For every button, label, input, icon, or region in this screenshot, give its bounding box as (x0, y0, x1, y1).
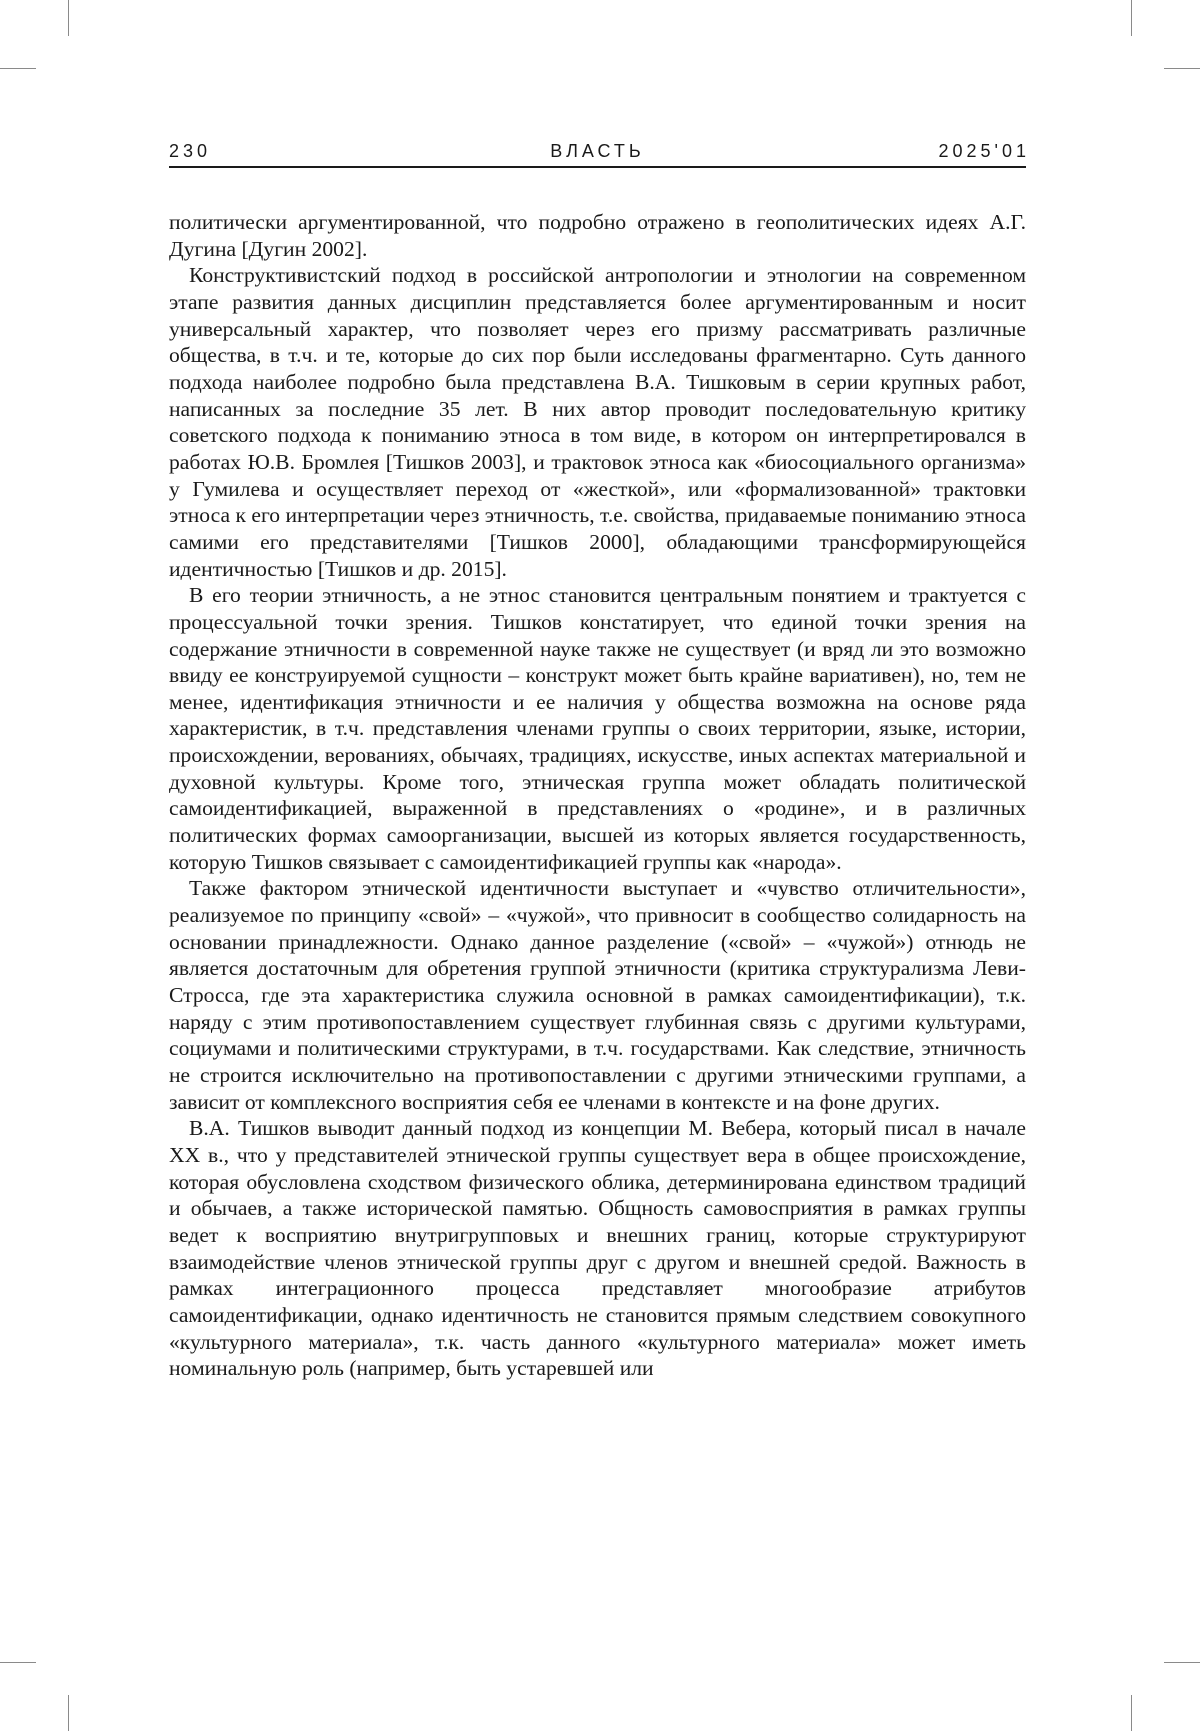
crop-mark-bottom-left-h (0, 1662, 36, 1663)
crop-mark-top-left-h (0, 68, 36, 69)
paragraph: В его теории этничность, а не этнос становится центральным понятием и трактуется с процессуальной точки зрения. Тишков констатирует, что единой точки зрения на содержание этничности в современной науке также не существует (и вряд ли это возможно ввиду ее конструируемой сущности – конструкт может быть крайне вариативен), но, тем не менее, идентификация этничности и ее наличия у общества возможна на основе ряда характеристик, в т.ч. представления членами группы о своих территории, языке, истории, происхождении, верованиях, обычаях, традициях, искусстве, иных аспектах материальной и духовной культуры. Кроме того, этническая группа может обладать политической самоидентификацией, выраженной в представлениях о «родине», и в различных политических формах самоорганизации, высшей из которых является государственность, которую Тишков связывает с самоидентификацией группы как «народа». (169, 583, 1026, 874)
crop-mark-top-right-h (1164, 68, 1200, 69)
crop-mark-bottom-left (68, 1695, 69, 1731)
crop-mark-bottom-right (1131, 1695, 1132, 1731)
paragraph: В.А. Тишков выводит данный подход из концепции М. Вебера, который писал в начале XX в., что у представителей этнической группы существует вера в общее происхождение, которая обусловлена сходством физического облика, детерминирована единством традиций и обычаев, а также исторической памятью. Общность самовосприятия в рамках группы ведет к восприятию внутригрупповых и внешних границ, которые структурируют взаимодействие членов этнической группы друг с другом и внешней средой. Важность в рамках интеграционного процесса представляет многообразие атрибутов самоидентификации, однако идентичность не становится прямым следствием совокупного «культурного материала», т.к. часть данного «культурного материала» может иметь номинальную роль (например, быть устаревшей или (169, 1116, 1026, 1381)
paragraph: Также фактором этнической идентичности выступает и «чувство отличительности», реализуемое по принципу «свой» – «чужой», что привносит в сообщество солидарность на основании принадлежности. Однако данное разделение («свой» – «чужой») отнюдь не является достаточным для обретения группой этничности (критика структурализма Леви-Стросса, где эта характеристика служила основной в рамках самоидентификации), т.к. наряду с этим противопоставлением существует глубинная связь с другими культурами, социумами и политическими структурами, в т.ч. государствами. Как следствие, этничность не строится исключительно на противопоставлении с другими этническими группами, а зависит от комплексного восприятия себя ее членами в контексте и на фоне других. (169, 876, 1026, 1114)
issue-number: 2025'01 (938, 141, 1030, 161)
running-header (169, 140, 1030, 168)
article-body (169, 209, 1026, 1382)
crop-mark-bottom-right-h (1164, 1662, 1200, 1663)
crop-mark-top-left (68, 0, 69, 36)
paragraph: Конструктивистский подход в российской антропологии и этнологии на современном этапе развития данных дисциплин представляется более аргументированным и носит универсальный характер, что позволяет через его призму рассматривать различные общества, в т.ч. и те, которые до сих пор были исследованы фрагментарно. Суть данного подхода наиболее подробно была представлена В.А. Тишковым в серии крупных работ, написанных за последние 35 лет. В них автор проводит последовательную критику советского подхода к пониманию этноса в том виде, в котором он интерпретировался в работах Ю.В. Бромлея [Тишков 2003], и трактовок этноса как «биосоциального организма» у Гумилева и осуществляет переход от «жесткой», или «формализованной» трактовки этноса к его интерпретации через этничность, т.е. свойства, придаваемые пониманию этноса самими его представителями [Тишков 2000], обладающими трансформирующейся идентичностью [Тишков и др. 2015]. (169, 263, 1026, 581)
journal-title: ВЛАСТЬ (550, 141, 645, 161)
paragraph-continued: политически аргументированной, что подробно отражено в геополитических идеях А.Г. Дугина [Дугин 2002]. (169, 210, 1026, 261)
crop-mark-top-right (1131, 0, 1132, 36)
page-number: 230 (169, 141, 212, 161)
